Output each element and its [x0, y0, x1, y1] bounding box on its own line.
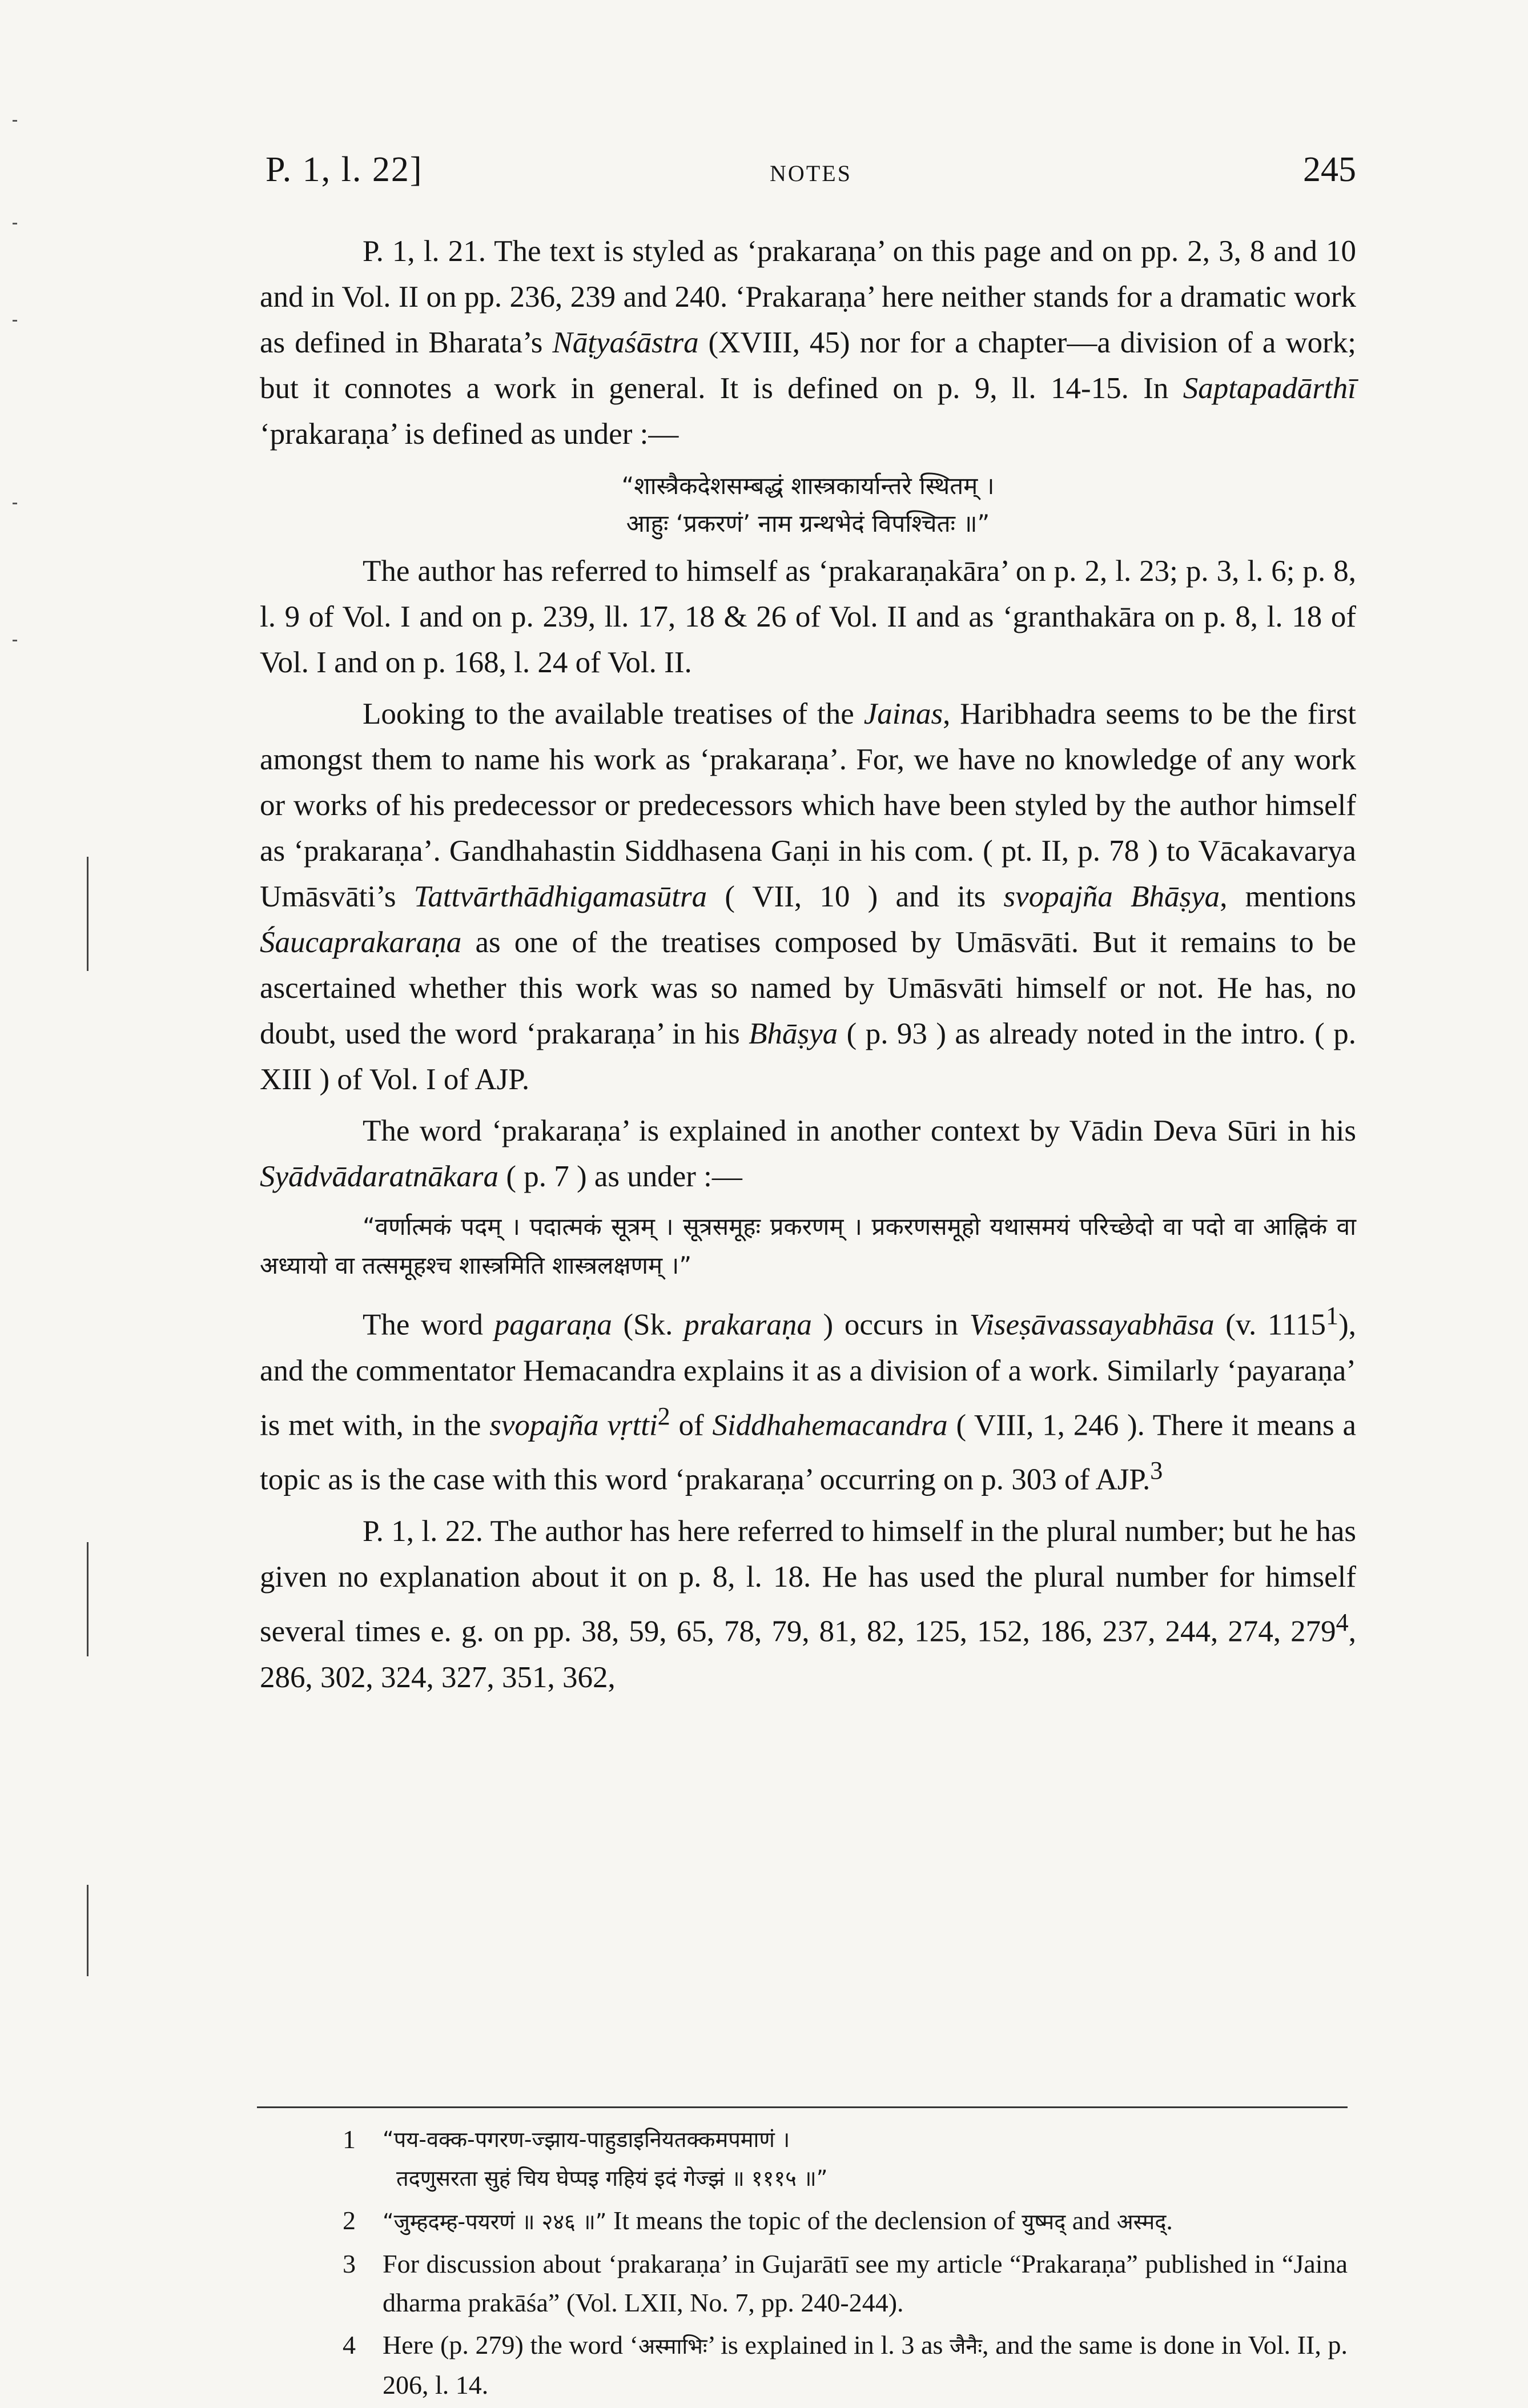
note-reference-label: P. 1, l. 22. [363, 1514, 484, 1548]
footnote-verse-line: तदणुसरता सुहं चिय घेप्पइ गहियं इदं गेज्झं ॥ १११५ ॥” [396, 2166, 828, 2191]
running-head-reference: P. 1, l. 22] [266, 150, 423, 189]
footnote-number: 2 [343, 2206, 356, 2235]
paragraph-p1-l22: P. 1, l. 22. The author has here referred to himself in the plural number; but he has given no explanation about it on p. 8, l. 18. He has used the plural number for himself several times e. g. on pp. 38, 59, 65, 78, 79, 81, 82, 125, 152, 186, 237, 244, 274, $279^4$, 286, 302, 324, 327, 351, 362, [260, 1514, 1357, 1694]
footnote-3: 3 For discussion about ‘prakaraṇa’ in Gujarātī see my article “Prakaraṇa” published in “Jaina dharma prakāśa” (Vol. LXII, No. 7, pp. 240-244). [343, 2245, 1348, 2322]
verse-line: आहुः ‘प्रकरणं’ नाम ग्रन्थभेदं विपश्चितः ॥” [626, 509, 990, 537]
page-body [260, 228, 1356, 1700]
scan-edge-line [87, 1885, 89, 1976]
footnote-number: 4 [343, 2330, 356, 2359]
footnote-number: 3 [343, 2249, 356, 2278]
scan-edge-mark [13, 120, 17, 122]
page-number: 245 [1303, 150, 1356, 189]
paragraph-prakaranakara: The author has referred to himself as ‘prakaraṇakāra’ on p. 2, l. 23; p. 3, l. 6; p. 8, l. 9 of Vol. I and on p. 239, ll. 17, 18 & 26 of Vol. II and as ‘granthakāra on p. 8, l. 18 of Vol. I and on p. 168, l. 24 of Vol. II. [260, 555, 1356, 679]
footnote-2: 2 “जुम्हदम्ह-पयरणं ॥ २४६ ॥” It means the topic of the declension of युष्मद् and अस्मद्. [343, 2201, 1348, 2241]
scan-edge-mark [13, 320, 17, 322]
footnote-marker: 2 [657, 1402, 670, 1430]
paragraph-haribhadra: Looking to the available treatises of the Jainas, Haribhadra seems to be the first amongst them to name his work as ‘prakaraṇa’. For, we have no knowledge of any work or works of his predecessor or predecessors which have been styled by the author himself as ‘prakaraṇa’. Gandhahastin Siddhasena Gaṇi in his com. ( pt. II, p. 78 ) to Vācakavarya Umāsvāti’s Tattvārthādhigamasūtra ( VII, 10 ) and its svopajña Bhāṣya, mentions Śaucaprakaraṇa as one of the treatises composed by Umāsvāti. But it remains to be ascertained whether this work was so named by Umāsvāti himself or not. He has, no doubt, used the word ‘prakaraṇa’ in his Bhāṣya ( p. 93 ) as already noted in the intro. ( p. XIII ) of Vol. I of AJP. [260, 697, 1356, 1096]
sanskrit-verse [260, 467, 1356, 543]
footnote-verse-line: “पय-वक्क-पगरण-ज्झाय-पाहुडाइनियतक्कमपमाणं । [383, 2127, 790, 2152]
footnotes [343, 2120, 1348, 2408]
paragraph-p1-l21: P. 1, l. 21. The text is styled as ‘prakaraṇa’ on this page and on pp. 2, 3, 8 and 10 and in Vol. II on pp. 236, 239 and 240. ‘Prakaraṇa’ here neither stands for a dramatic work as defined in Bharata’s Nāṭyaśāstra (XVIII, 45) nor for a chapter—a division of a work; but it connotes a work in general. It is defined on p. 9, ll. 14-15. In Saptapadārthī ‘prakaraṇa’ is defined as under :— [260, 235, 1357, 451]
footnote-marker: 3 [1150, 1456, 1163, 1485]
note-reference-label: P. 1, l. 21. [363, 235, 486, 268]
title-saptapadarthi: Saptapadārthī [1183, 372, 1356, 405]
footnote-marker: 1 [1326, 1302, 1339, 1330]
footnote-1 [343, 2120, 1348, 2198]
footnote-number: 1 [343, 2125, 356, 2154]
running-head-title: NOTES [770, 160, 852, 186]
verse-line: “शास्त्रैकदेशसम्बद्धं शास्त्रकार्यान्तरे स्थितम् । [621, 472, 995, 500]
title-natyasastra: Nāṭyaśāstra [552, 326, 699, 359]
scan-edge-line [87, 1542, 89, 1656]
scan-edge-mark [13, 223, 17, 224]
paragraph-pagarana: The word pagaraṇa (Sk. prakaraṇa ) occurs in Viseṣāvassayabhāsa (v. 1115$^1$), and the commentator Hemacandra explains it as a division of a work. Similarly ‘payaraṇa’ is met with, in the svopajña vṛtti$^2$ of Siddhahemacandra ( VIII, 1, 246 ). There it means a topic as is the case with this word ‘prakaraṇa’ occurring on p. 303 of AJP.$^3$ [260, 1302, 1356, 1496]
sanskrit-quotation: “वर्णात्मकं पदम् । पदात्मकं सूत्रम् । सूत्रसमूहः प्रकरणम् । प्रकरणसमूहो यथासमयं परिच्छेदो वा पदो वा आह्निकं वा अध्यायो वा तत्समूहश्च शास्त्रमिति शास्त्रलक्षणम् ।” [260, 1213, 1356, 1279]
footnote-marker: 4 [1336, 1608, 1349, 1636]
scan-edge-mark [13, 503, 17, 504]
footnote-4: 4 Here (p. 279) the word ‘अस्माभिः’ is explained in l. 3 as जैनैः, and the same is done in Vol. II, p. 206, l. 14. [343, 2326, 1348, 2405]
page-header [266, 150, 1356, 212]
scan-edge-line [87, 857, 89, 971]
footnote-rule [257, 2106, 1348, 2113]
paragraph-vadin-deva-suri: The word ‘prakaraṇa’ is explained in another context by Vādin Deva Sūri in his Syādvādaratnākara ( p. 7 ) as under :— [260, 1114, 1356, 1193]
scan-edge-mark [13, 640, 17, 641]
